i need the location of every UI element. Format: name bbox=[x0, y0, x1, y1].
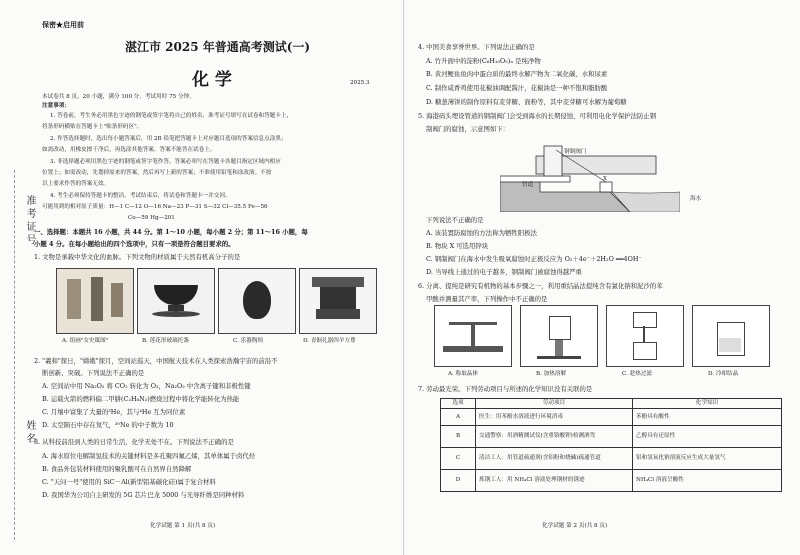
table-cell: NH₄Cl 溶液呈酸性 bbox=[633, 470, 782, 492]
table-cell: 乙醇具有还原性 bbox=[633, 426, 782, 448]
question-5-option: 下列说法不正确的是 bbox=[426, 216, 484, 224]
question-3-line: C. "天问一号"使用的 SiC－Al(新型铝基碳化硅)属于复合材料 bbox=[42, 478, 216, 486]
q7-table bbox=[440, 398, 782, 492]
sea-label: 海水 bbox=[690, 196, 702, 202]
block-x-label: X bbox=[603, 176, 607, 182]
table-cell: 铝和氢氧化钠溶液反应生成大量氢气 bbox=[633, 448, 782, 470]
question-4-line: C. 制作咸香鸡使用花椒油调配酱汁，花椒油是一种不饱和脂肪酸 bbox=[426, 84, 608, 92]
table-header: 选项 bbox=[441, 399, 476, 409]
notice-line: 位置上；如需改动，先划掉原来的答案，然后再写上新的答案；不准使用铅笔和涂改液。不按 bbox=[42, 170, 272, 176]
exam-title: 湛江市 2025 年普通高考测试(一) bbox=[125, 40, 311, 54]
notice-line: 2. 作答选择题时，选出每小题答案后，用 2B 铅笔把答题卡上对应题目选项的答案信息点涂黑； bbox=[50, 136, 287, 142]
q6-option-d: D. 冷却结晶 bbox=[708, 371, 739, 377]
q1-option-b: B. 莲花形玻璃托盏 bbox=[142, 338, 189, 344]
valve-label: 钢制阀门 bbox=[564, 149, 587, 155]
section-heading: 小题 4 分。在每小题给出的四个选项中，只有一项是符合题目要求的。 bbox=[34, 240, 235, 248]
notice-line: 4. 考生必须保持答题卡的整洁。考试结束后，将试卷和答题卡一并交回。 bbox=[50, 193, 231, 199]
section-heading: 一、选择题：本题共 16 小题，共 44 分。第 1～10 小题，每小题 2 分；第 11～16 小题，每 bbox=[34, 228, 308, 236]
filtration-image bbox=[606, 305, 684, 367]
question-3-line: 3. 从科技前沿到人类的日常生活，化学无处不在。下列说法不正确的是 bbox=[34, 438, 234, 446]
atomic-mass-line: Co—59 Hg—201 bbox=[128, 215, 175, 221]
table-cell: 医生：用苯酚水溶液进行环境消毒 bbox=[476, 409, 633, 426]
question-5-option: B. 物块 X 可选用锌块 bbox=[426, 242, 489, 250]
table-cell: 炼钢工人：用 NH₄Cl 溶液处理钢材的锈迹 bbox=[476, 470, 633, 492]
notice-line: 以上要求作答的答案无效。 bbox=[42, 181, 110, 187]
crystallization-image bbox=[692, 305, 770, 367]
intro-text: 本试卷共 8 页，20 小题，满分 100 分。考试用时 75 分钟。 bbox=[42, 94, 195, 100]
question-7-stem: 7. 劳动最光荣。下列劳动项目与所述的化学知识没有关联的是 bbox=[418, 385, 593, 393]
question-2-line: A. 空间站中用 Na₂O₂ 将 CO₂ 转化为 O₂，Na₂O₂ 中含离子键和非极性键 bbox=[42, 382, 251, 390]
q1-option-a: A. 组画"女史箴图" bbox=[62, 338, 109, 344]
question-3-line: D. 我国华为公司自主研发的 5G 芯片巴龙 5000 与光导纤维是同种材料 bbox=[42, 491, 245, 499]
q6-option-a: A. 称取晶体 bbox=[448, 371, 478, 377]
table-cell: C bbox=[441, 448, 476, 470]
question-2-line: 断创新、突破。下列说法不正确的是 bbox=[42, 369, 145, 377]
notice-line: 1. 答卷前，考生务必用黑色字迹的钢笔或签字笔将自己的姓名、准考证号填写在试卷和答题卡上， bbox=[50, 113, 293, 119]
painting-image bbox=[56, 268, 134, 334]
table-header: 化学知识 bbox=[633, 399, 782, 409]
table-row bbox=[441, 409, 782, 426]
question-2-line: 2. "羲和"探日，"嫦娥"探月，空间站巡天，中国航天技术在人类探索浩瀚宇宙的前沿不 bbox=[34, 357, 278, 365]
page-footer: 化学试题 第 2 页(共 8 页) bbox=[542, 523, 608, 529]
binding-line bbox=[14, 170, 15, 540]
table-cell: 清洁工人：用管道疏通剂(含铝粉和烧碱)疏通管道 bbox=[476, 448, 633, 470]
atomic-mass-line: 可能用到的相对原子质量：H—1 C—12 O—16 Na—23 P—31 S—32 Cl—35.5 Fe—56 bbox=[42, 204, 268, 210]
table-header-row bbox=[441, 399, 782, 409]
page-footer: 化学试题 第 1 页(共 8 页) bbox=[150, 523, 216, 529]
q1-option-d: D. 青铜礼器四羊方尊 bbox=[303, 338, 356, 344]
table-cell: A bbox=[441, 409, 476, 426]
table-header: 劳动项目 bbox=[476, 399, 633, 409]
table-cell: B bbox=[441, 426, 476, 448]
question-5-line: 制阀门的腐蚀，示意图如下： bbox=[426, 125, 510, 133]
question-6-line: 甲酸并测量其产率，下列操作中不正确的是 bbox=[426, 295, 548, 303]
corrosion-diagram bbox=[500, 136, 680, 212]
question-4-line: A. 竹升面中的淀粉(C₆H₁₀O₅)ₙ 是纯净物 bbox=[426, 57, 541, 65]
q6-option-b: B. 加热溶解 bbox=[536, 371, 567, 377]
table-row bbox=[441, 470, 782, 492]
subject-title: 化 学 bbox=[192, 70, 232, 90]
pipe-label: 管道 bbox=[522, 182, 534, 188]
question-5-option: D. 当导线上通过的电子越多，钢制阀门被腐蚀得越严重 bbox=[426, 268, 582, 276]
notice-line: 3. 非选择题必须用黑色字迹的钢笔或签字笔作答，答案必须写在答题卡各题目指定区域内相应 bbox=[50, 159, 281, 165]
question-4-line: 4. 中国美食享誉世界。下列说法正确的是 bbox=[418, 43, 535, 51]
q6-option-c: C. 趁热过滤 bbox=[622, 371, 653, 377]
table-row bbox=[441, 426, 782, 448]
q1-option-c: C. 乐器陶埙 bbox=[233, 338, 264, 344]
question-4-line: D. 糖葱薄饼的制作原料有麦芽糖、面粉等，其中麦芽糖可水解为葡萄糖 bbox=[426, 98, 627, 106]
question-5-option: C. 钢制阀门在海水中发生吸氧腐蚀时正极反应为 O₂＋4e⁻＋2H₂O ══4OH⁻ bbox=[426, 255, 642, 263]
question-2-line: B. 运载火箭的燃料偏二甲肼(C₂H₈N₂)燃烧过程中将化学能转化为热能 bbox=[42, 395, 240, 403]
question-2-line: D. 太空陨石中存在氖气，²⁰Ne 的中子数为 10 bbox=[42, 421, 174, 429]
bronze-zun-image bbox=[299, 268, 377, 334]
heating-image bbox=[520, 305, 598, 367]
vertical-name-label: 姓名 bbox=[24, 420, 35, 446]
question-5-line: 5. 海港码头埋设管道的钢制阀门会受到海水的长期侵蚀，可利用电化学保护法防止钢 bbox=[418, 112, 657, 120]
table-cell: D bbox=[441, 470, 476, 492]
page-right bbox=[404, 0, 800, 555]
notice-line: 如需改动，用橡皮擦干净后，再选涂其他答案。答案不能答在试卷上。 bbox=[42, 147, 216, 153]
secret-mark: 保密★启用前 bbox=[42, 20, 84, 29]
vertical-id-label: 准考证号 bbox=[24, 195, 35, 247]
question-6-line: 6. 分离、提纯是研究有机物的基本步骤之一，利用重结晶法提纯含有氯化钠和泥沙的苯 bbox=[418, 282, 663, 290]
exam-date: 2025.3 bbox=[350, 80, 370, 86]
table-cell: 交通警察：用酒精测试仪(含重铬酸钾)检测酒驾 bbox=[476, 426, 633, 448]
clay-xun-image bbox=[218, 268, 296, 334]
question-3-line: B. 食品外包装材料使用的聚乳酸可在自然界自然降解 bbox=[42, 465, 192, 473]
notice-line: 将条形码横贴在答题卡上"贴条形码区"。 bbox=[42, 124, 143, 130]
question-4-line: B. 黄河鲤鱼鱼肉中蛋白质的最终水解产物为二氧化碳、水和尿素 bbox=[426, 70, 608, 78]
question-1-stem: 1. 文物是承载中华文化的血脉。下列文物的材质属于天然有机高分子的是 bbox=[34, 253, 241, 261]
table-row bbox=[441, 448, 782, 470]
table-cell: 苯酚具有酸性 bbox=[633, 409, 782, 426]
notice-heading: 注意事项： bbox=[42, 103, 70, 109]
question-5-option: A. 该装置防腐蚀的方法称为牺牲阳极法 bbox=[426, 229, 537, 237]
question-3-line: A. 海水原位电解制氢技术的关键材料是多孔聚四氟乙烯，其单体属于卤代烃 bbox=[42, 452, 256, 460]
question-2-line: C. 月壤中富集了大量的³He，其与⁴He 互为同位素 bbox=[42, 408, 186, 416]
balance-image bbox=[434, 305, 512, 367]
glass-cup-image bbox=[137, 268, 215, 334]
